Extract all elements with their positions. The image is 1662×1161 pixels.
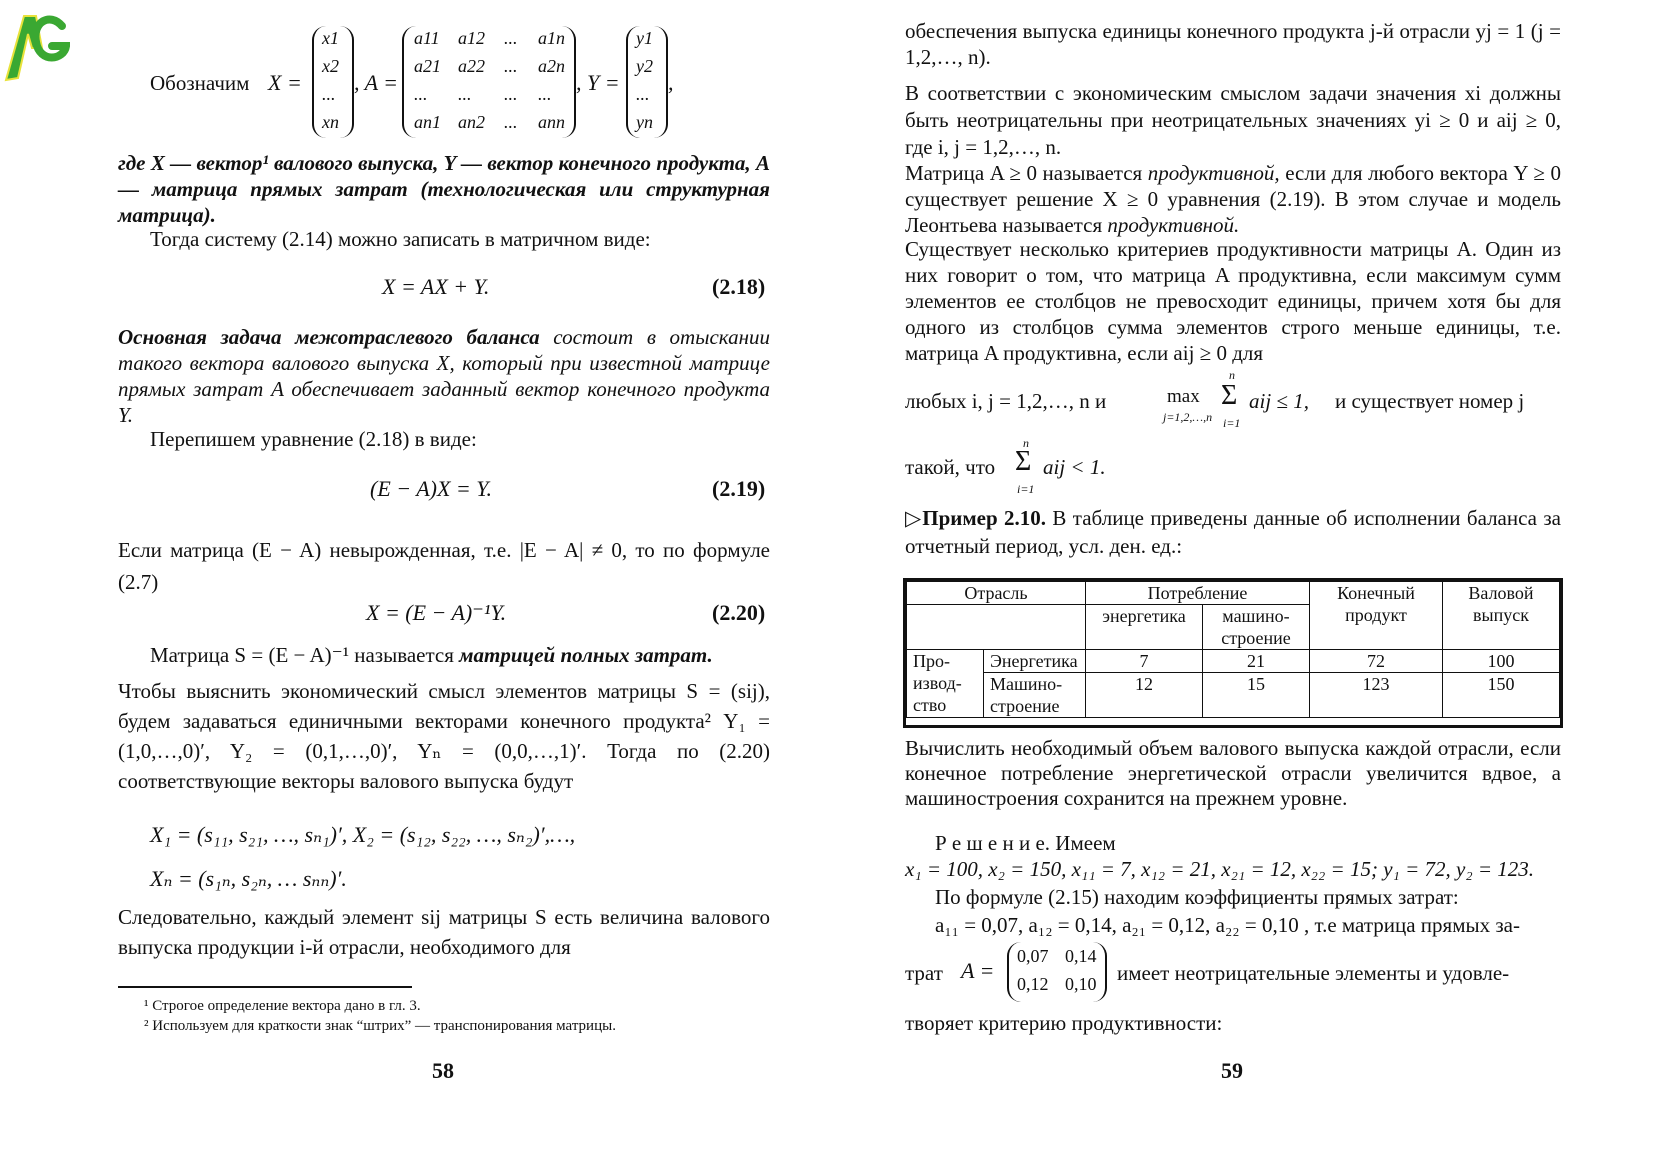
matrix-cell: 0,14 bbox=[1065, 946, 1097, 966]
sum-expression: aij < 1. bbox=[1043, 455, 1106, 479]
matrix-cell: ann bbox=[538, 112, 565, 132]
page-number: 58 bbox=[432, 1058, 454, 1083]
matrix-cell: ... bbox=[414, 84, 428, 104]
trat-label: трат bbox=[905, 961, 943, 985]
econ-paragraph: В соответствии с экономическим смыслом задачи значения xi должны быть неотрицательны при неотрицательных значениях yi ≥ 0 и aij ≥ 0, где i, j = 1,2,…, n. bbox=[905, 81, 1561, 159]
vector-y bbox=[626, 26, 668, 138]
values-line: x₁ = 100, x₂ = 150, x₁₁ = 7, x₁₂ = 21, x₂₁ = 12, x₂₂ = 15; y₁ = 72, y₂ = 123. bbox=[905, 857, 1535, 881]
formula-paragraph: По формуле (2.15) находим коэффициенты прямых затрат: bbox=[935, 885, 1459, 909]
such-text: такой, что bbox=[905, 455, 996, 479]
vector-cell: xn bbox=[322, 112, 339, 132]
vector-cell: yn bbox=[636, 112, 653, 132]
matrix-cell: ... bbox=[538, 84, 552, 104]
a-label: A = bbox=[961, 958, 995, 983]
equation-number: (2.18) bbox=[712, 274, 766, 299]
mat-a-label: , A = bbox=[354, 70, 398, 95]
vector-x bbox=[312, 26, 354, 138]
main-task-paragraph bbox=[118, 324, 770, 428]
main-task-term: Основная задача межотраслевого баланса bbox=[118, 325, 540, 349]
prod-term-2: продуктивной. bbox=[1107, 213, 1240, 237]
table-cell: 100 bbox=[1443, 650, 1560, 673]
prod-mid: если для любого вектора Y ≥ 0 существует решение X ≥ 0 уравнения (2.19). В этом случае и модель Леонтьева называется bbox=[905, 161, 1561, 237]
vector-cell: y2 bbox=[636, 56, 653, 76]
vectors-x1-x2: X₁ = (s₁₁, s₂₁, …, sₙ₁)′, X₂ = (s₁₂, s₂₂, …, sₙ₂)′,…, bbox=[150, 822, 576, 847]
main-task-rest: состоит в отыскании такого вектора валового выпуска X, который при известной матрице прямых затрат A обеспечивает заданный вектор конечного продукта Y. bbox=[118, 325, 770, 427]
prod-term: продуктивной, bbox=[1147, 161, 1280, 185]
matrix-cell: an1 bbox=[414, 112, 441, 132]
intro-label: Обозначим bbox=[150, 71, 250, 95]
example-text: В таблице приведены данные об исполнении баланса за отчетный период, усл. ден. ед.: bbox=[905, 506, 1561, 558]
matrix-a bbox=[402, 26, 576, 138]
matrix-cell: 0,07 bbox=[1017, 946, 1049, 966]
matrix-a-values bbox=[1007, 942, 1107, 1002]
footnote-1: ¹ Строгое определение вектора дано в гл. 3. bbox=[144, 998, 421, 1014]
table-header: машино-строение bbox=[1203, 605, 1310, 650]
vec-y-label: , Y = bbox=[576, 70, 620, 95]
vec-x-label: X = bbox=[268, 70, 302, 95]
vector-cell: y1 bbox=[636, 28, 653, 48]
exists-text: и существует номер j bbox=[1335, 389, 1525, 413]
table-header: Потребление bbox=[1086, 582, 1310, 605]
matrix-cell: ... bbox=[458, 84, 472, 104]
last-line: творяет критерию продуктивности: bbox=[905, 1011, 1223, 1035]
sum-bottom: i=1 bbox=[1223, 416, 1241, 430]
max-subscript: j=1,2,…,n bbox=[1163, 410, 1213, 424]
footnote-2: ² Используем для краткости знак “штрих” — транспонирования матрицы. bbox=[144, 1018, 616, 1034]
sum-expression: aij ≤ 1, bbox=[1249, 389, 1309, 413]
matrix-cell: 0,10 bbox=[1065, 974, 1097, 994]
matrix-cell: 0,12 bbox=[1017, 974, 1049, 994]
matrix-cell: ... bbox=[504, 56, 518, 76]
rewrite-paragraph: Перепишем уравнение (2.18) в виде: bbox=[150, 427, 477, 451]
equation-2-20: X = (E − A)⁻¹Y. bbox=[366, 600, 507, 625]
table-header: Конечный продукт bbox=[1310, 582, 1443, 650]
matrix-cell: a2n bbox=[538, 56, 565, 76]
vector-cell: x2 bbox=[322, 56, 339, 76]
matrix-cell: ... bbox=[504, 112, 518, 132]
vector-cell: ... bbox=[322, 84, 336, 104]
table-cell: 15 bbox=[1203, 673, 1310, 718]
then-paragraph: Тогда систему (2.14) можно записать в матричном виде: bbox=[150, 227, 651, 251]
table-cell: 7 bbox=[1086, 650, 1203, 673]
footnote-divider bbox=[118, 986, 412, 988]
table-cell: Энергетика bbox=[984, 650, 1086, 673]
page-number: 59 bbox=[1221, 1058, 1243, 1083]
table-header: Валовой выпуск bbox=[1443, 582, 1560, 650]
publisher-logo-icon bbox=[2, 8, 70, 84]
vector-xn: Xₙ = (s₁ₙ, s₂ₙ, … sₙₙ)′. bbox=[150, 866, 347, 891]
coef-line: a₁₁ = 0,07, a₁₂ = 0,14, a₂₁ = 0,12, a₂₂ = 0,10 , т.е матрица прямых за- bbox=[935, 913, 1520, 937]
equation-number: (2.20) bbox=[712, 600, 766, 625]
matrix-cell: a1n bbox=[538, 28, 565, 48]
table-cell: 150 bbox=[1443, 673, 1560, 718]
equation-number: (2.19) bbox=[712, 476, 766, 501]
matrix-s-term: матрицей полных затрат. bbox=[459, 643, 713, 667]
if-paragraph: Если матрица (E − A) невырожденная, т.е. |E − A| ≠ 0, то по формуле (2.7) bbox=[118, 538, 770, 594]
sum-bottom: i=1 bbox=[1017, 482, 1035, 496]
matrix-s-paragraph bbox=[150, 642, 713, 668]
table-cell: 12 bbox=[1086, 673, 1203, 718]
matrix-cell: ... bbox=[504, 84, 518, 104]
table-cell: 123 bbox=[1310, 673, 1443, 718]
matrix-cell: a22 bbox=[458, 56, 485, 76]
matrix-cell: ... bbox=[504, 28, 518, 48]
definition-paragraph: где X — вектор¹ валового выпуска, Y — вектор конечного продукта, A — матрица прямых затрат (технологическая или структурная матрица). bbox=[118, 151, 770, 227]
solution-line bbox=[935, 830, 1116, 856]
matrix-cell: a12 bbox=[458, 28, 485, 48]
trat-rest: имеет неотрицательные элементы и удовле- bbox=[1117, 961, 1510, 985]
table-cell: Про-извод-ство bbox=[907, 650, 984, 718]
sum-top: n bbox=[1023, 436, 1029, 450]
sum-sign: Σ bbox=[1015, 446, 1032, 477]
table-cell: Машино-строение bbox=[984, 673, 1086, 718]
equation-2-19: (E − A)X = Y. bbox=[370, 476, 492, 501]
table-header: энергетика bbox=[1086, 605, 1203, 650]
example-head: ▷Пример 2.10. bbox=[905, 506, 1047, 530]
matrix-s-prefix: Матрица S = (E − A)⁻¹ называется bbox=[150, 643, 460, 667]
table-row bbox=[907, 650, 1560, 673]
prod-prefix: Матрица A ≥ 0 называется bbox=[905, 161, 1148, 185]
vector-cell: ... bbox=[636, 84, 650, 104]
matrix-cell: a21 bbox=[414, 56, 441, 76]
table-header: Отрасль bbox=[907, 582, 1086, 605]
solution-label: Р е ш е н и е. bbox=[935, 831, 1051, 855]
right-page bbox=[831, 0, 1662, 1161]
vector-cell: x1 bbox=[322, 28, 339, 48]
explain-paragraph: Чтобы выяснить экономический смысл элементов матрицы S = (sij), будем задаваться единичными векторами конечного продукта² Y₁ = (1,0,…,0)′, Y₂ = (0,1,…,0)′, Yₙ = (0,0,…,1)′. Тогда по (2.20) соответствующие векторы валового выпуска будут bbox=[118, 679, 770, 793]
matrix-cell: a11 bbox=[414, 28, 440, 48]
solution-have: Имеем bbox=[1050, 831, 1116, 855]
table-cell: 21 bbox=[1203, 650, 1310, 673]
any-text: любых i, j = 1,2,…, n и bbox=[905, 389, 1107, 413]
continuation-paragraph: обеспечения выпуска единицы конечного продукта j-й отрасли yj = 1 (j = 1,2,…, n). bbox=[905, 19, 1561, 69]
example-paragraph bbox=[905, 504, 1561, 560]
matrix-cell: an2 bbox=[458, 112, 485, 132]
conclusion-paragraph: Следовательно, каждый элемент sij матрицы S есть величина валового выпуска продукции i-й отрасли, необходимого для bbox=[118, 905, 770, 959]
left-page: Обозначим X = x1 x2 ... xn , A = a11 a12 ... a1n a21 a22 ... a2n ... ... ... ... an1 an2 ... ann , Y = y1 y2 ... yn , где X — вектор¹ валового выпуска, Y — вектор конечного продукта, A — матрица прямых затрат (технологическая или структурная матрица). Тогда систему (2.14) можно записать в матричном виде: X = AX + Y. (2.18) Основная задача межотраслевого баланса состоит в отыскании такого вектора валового выпуска X, который при известной матрице прямых затрат A обеспечивает заданный вектор конечного продукта Y. Перепишем уравнение (2.18) в виде: (E − A)X = Y. (2.19) Если матрица (E − A) невырожденная, т.е. |E − A| ≠ 0, то по формуле (2.7) X = (E − A)⁻¹Y. (2.20) Матрица S = (E − A)⁻¹ называется матрицей полных затрат. Чтобы выяснить экономический смысл элементов матрицы S = (sij), будем задаваться единичными векторами конечного продукта² Y₁ = (1,0,…,0)′, Y₂ = (0,1,…,0)′, Yₙ = (0,0,…,1)′. Тогда по (2.20) соответствующие векторы валового выпуска будут X₁ = (s₁₁, s₂₁, …, sₙ₁)′, X₂ = (s₁₂, s₂₂, …, sₙ₂)′,…, Xₙ = (s₁ₙ, s₂ₙ, … sₙₙ)′. Следовательно, каждый элемент sij матрицы S есть величина валового выпуска продукции i-й отрасли, необходимого для ¹ Строгое определение вектора дано в гл. 3. ² Используем для краткости знак “штрих” — транспонирования матрицы. 58 bbox=[0, 0, 831, 1161]
sum-sign: Σ bbox=[1221, 380, 1238, 411]
table-row bbox=[907, 673, 1560, 718]
task-paragraph: Вычислить необходимый объем валового выпуска каждой отрасли, если конечное потребление энергетической отрасли увеличится вдвое, а машиностроения сохранится на прежнем уровне. bbox=[905, 736, 1561, 810]
criteria-paragraph: Существует несколько критериев продуктивности матрицы A. Один из них говорит о том, что матрица A продуктивна, если максимум сумм элементов ее столбцов не превосходит единицы, причем хотя бы для одного из столбцов сумма элементов строго меньше единицы, т.е. матрица A продуктивна, если aij ≥ 0 для bbox=[905, 237, 1561, 365]
balance-table bbox=[903, 578, 1563, 728]
table-cell: 72 bbox=[1310, 650, 1443, 673]
productive-paragraph bbox=[905, 160, 1561, 238]
equation-2-18: X = AX + Y. bbox=[382, 274, 490, 299]
sum-top: n bbox=[1229, 368, 1235, 382]
max-label: max bbox=[1167, 386, 1200, 407]
